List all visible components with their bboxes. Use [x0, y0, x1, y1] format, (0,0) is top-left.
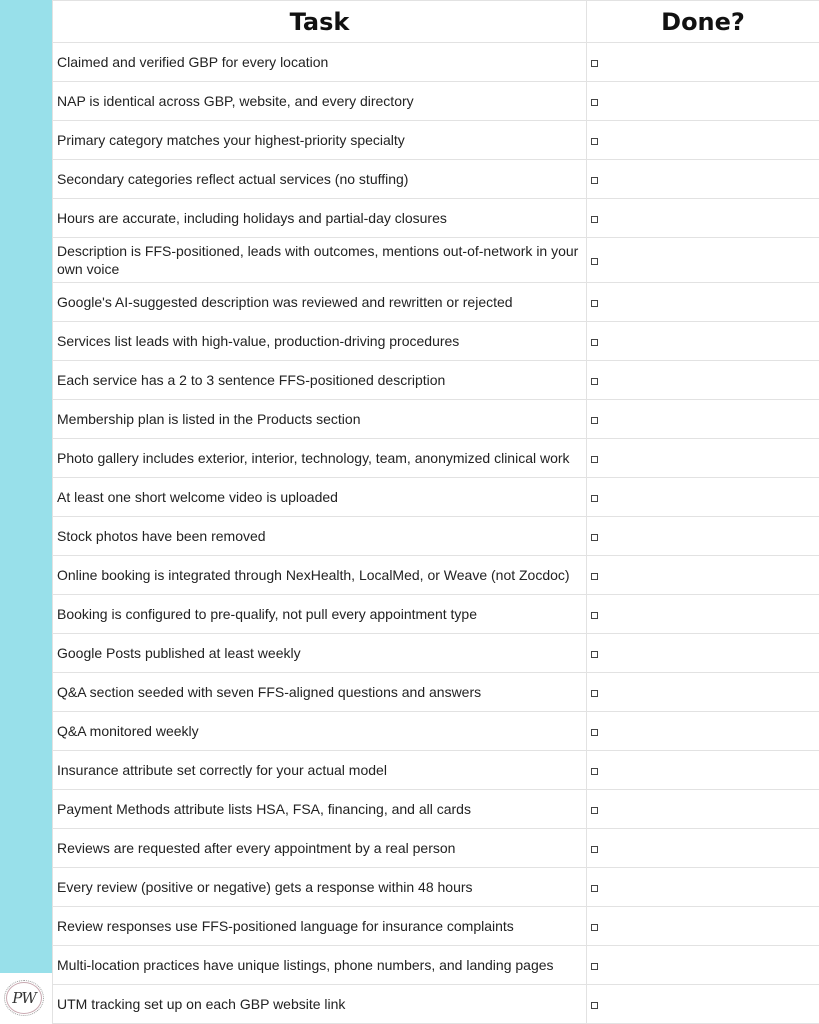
table-row	[53, 556, 819, 595]
table-row	[53, 361, 819, 400]
table-row	[53, 634, 819, 673]
checkbox[interactable]	[591, 417, 598, 424]
table-row	[53, 400, 819, 439]
table-row	[53, 790, 819, 829]
task-cell: At least one short welcome video is uploaded	[53, 478, 587, 517]
task-cell: Primary category matches your highest-priority specialty	[53, 121, 587, 160]
done-cell	[587, 82, 819, 121]
table-row	[53, 985, 819, 1024]
checkbox[interactable]	[591, 963, 598, 970]
table-row	[53, 829, 819, 868]
checkbox[interactable]	[591, 807, 598, 814]
done-cell	[587, 673, 819, 712]
table-row	[53, 478, 819, 517]
task-cell: Services list leads with high-value, production-driving procedures	[53, 322, 587, 361]
task-cell: Every review (positive or negative) gets a response within 48 hours	[53, 868, 587, 907]
side-stripe	[0, 0, 52, 973]
checkbox[interactable]	[591, 177, 598, 184]
done-cell	[587, 43, 819, 82]
done-cell	[587, 322, 819, 361]
logo: PW	[6, 982, 42, 1014]
table-row	[53, 868, 819, 907]
task-cell: Booking is configured to pre-qualify, not pull every appointment type	[53, 595, 587, 634]
table-row	[53, 160, 819, 199]
checkbox[interactable]	[591, 768, 598, 775]
checkbox[interactable]	[591, 885, 598, 892]
table-row	[53, 517, 819, 556]
table-row	[53, 82, 819, 121]
checkbox[interactable]	[591, 690, 598, 697]
checkbox[interactable]	[591, 138, 598, 145]
table-row	[53, 322, 819, 361]
done-cell	[587, 829, 819, 868]
table-row	[53, 907, 819, 946]
table-row	[53, 946, 819, 985]
task-cell: Stock photos have been removed	[53, 517, 587, 556]
table-row	[53, 199, 819, 238]
task-cell: Each service has a 2 to 3 sentence FFS-positioned description	[53, 361, 587, 400]
done-cell	[587, 985, 819, 1024]
done-cell	[587, 712, 819, 751]
checkbox[interactable]	[591, 378, 598, 385]
table-row	[53, 238, 819, 283]
table-row	[53, 283, 819, 322]
table-row	[53, 712, 819, 751]
task-cell: Membership plan is listed in the Products section	[53, 400, 587, 439]
checkbox[interactable]	[591, 258, 598, 265]
done-cell	[587, 283, 819, 322]
checkbox[interactable]	[591, 495, 598, 502]
task-cell: Q&A section seeded with seven FFS-aligned questions and answers	[53, 673, 587, 712]
checkbox[interactable]	[591, 846, 598, 853]
table-row	[53, 121, 819, 160]
table-row	[53, 751, 819, 790]
checkbox[interactable]	[591, 729, 598, 736]
done-cell	[587, 400, 819, 439]
task-cell: Google Posts published at least weekly	[53, 634, 587, 673]
checkbox[interactable]	[591, 99, 598, 106]
done-cell	[587, 517, 819, 556]
checkbox[interactable]	[591, 612, 598, 619]
done-cell	[587, 361, 819, 400]
table-row	[53, 43, 819, 82]
done-cell	[587, 160, 819, 199]
done-cell	[587, 238, 819, 283]
done-cell	[587, 121, 819, 160]
done-cell	[587, 946, 819, 985]
checkbox[interactable]	[591, 573, 598, 580]
checkbox[interactable]	[591, 60, 598, 67]
task-cell: Multi-location practices have unique listings, phone numbers, and landing pages	[53, 946, 587, 985]
checklist-body	[53, 43, 819, 1024]
task-cell: Hours are accurate, including holidays and partial-day closures	[53, 199, 587, 238]
checkbox[interactable]	[591, 300, 598, 307]
task-cell: Photo gallery includes exterior, interior, technology, team, anonymized clinical work	[53, 439, 587, 478]
done-cell	[587, 751, 819, 790]
table-row	[53, 439, 819, 478]
task-cell: Online booking is integrated through NexHealth, LocalMed, or Weave (not Zocdoc)	[53, 556, 587, 595]
checkbox[interactable]	[591, 1002, 598, 1009]
checkbox[interactable]	[591, 216, 598, 223]
done-cell	[587, 907, 819, 946]
done-cell	[587, 634, 819, 673]
task-cell: Claimed and verified GBP for every location	[53, 43, 587, 82]
task-cell: Insurance attribute set correctly for your actual model	[53, 751, 587, 790]
task-cell: UTM tracking set up on each GBP website link	[53, 985, 587, 1024]
checkbox[interactable]	[591, 339, 598, 346]
done-cell	[587, 790, 819, 829]
checkbox[interactable]	[591, 534, 598, 541]
checkbox[interactable]	[591, 456, 598, 463]
table-row	[53, 673, 819, 712]
checklist-table	[52, 0, 819, 1024]
task-cell: Secondary categories reflect actual services (no stuffing)	[53, 160, 587, 199]
checkbox[interactable]	[591, 651, 598, 658]
done-cell	[587, 478, 819, 517]
done-cell	[587, 556, 819, 595]
task-cell: Reviews are requested after every appointment by a real person	[53, 829, 587, 868]
task-cell: Description is FFS-positioned, leads with outcomes, mentions out-of-network in your own voice	[53, 238, 587, 283]
table-row	[53, 595, 819, 634]
done-cell	[587, 439, 819, 478]
done-cell	[587, 595, 819, 634]
task-column-header: Task	[53, 1, 587, 43]
task-cell: NAP is identical across GBP, website, and every directory	[53, 82, 587, 121]
task-cell: Q&A monitored weekly	[53, 712, 587, 751]
done-column-header: Done?	[587, 1, 819, 43]
task-cell: Review responses use FFS-positioned language for insurance complaints	[53, 907, 587, 946]
checkbox[interactable]	[591, 924, 598, 931]
task-cell: Payment Methods attribute lists HSA, FSA, financing, and all cards	[53, 790, 587, 829]
done-cell	[587, 199, 819, 238]
done-cell	[587, 868, 819, 907]
task-cell: Google's AI-suggested description was reviewed and rewritten or rejected	[53, 283, 587, 322]
